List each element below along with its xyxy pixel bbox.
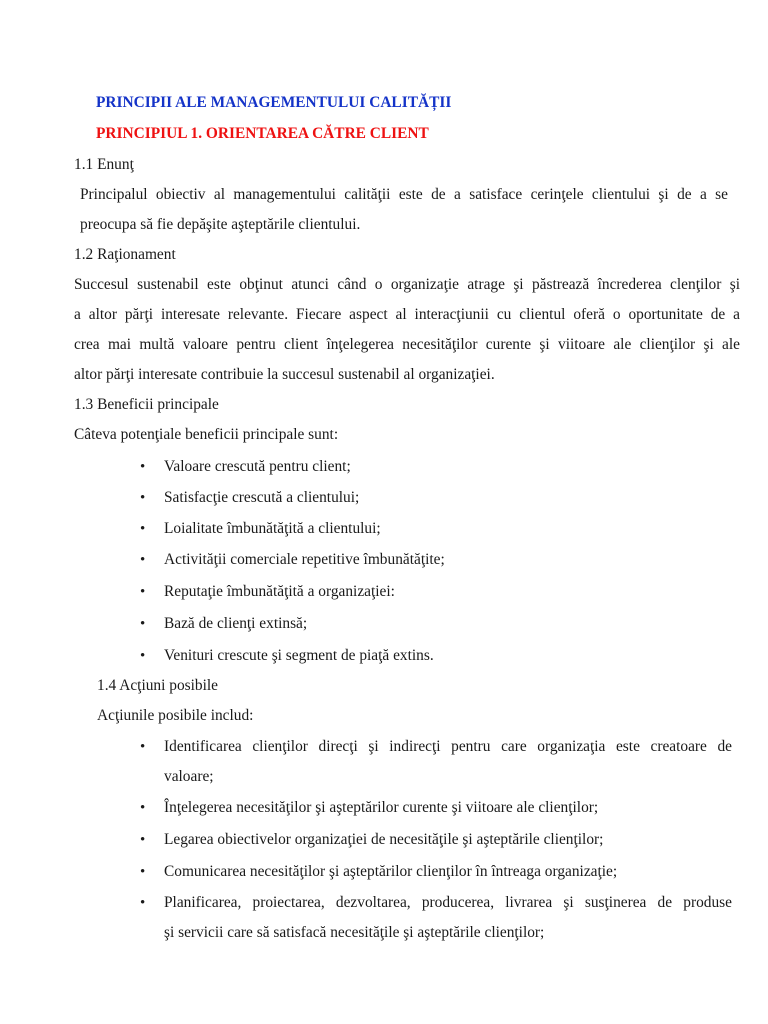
section-1-4-heading: 1.4 Acţiuni posibile <box>97 677 218 694</box>
section-1-2-line-3: crea mai multă valoare pentru client înţelegerea necesităţilor curente şi viitoare ale clienţilor şi ale <box>74 336 740 353</box>
action-item: Înţelegerea necesităţilor şi aşteptărilor curente şi viitoare ale clienţilor; <box>164 799 599 816</box>
action-item: Legarea obiectivelor organizaţiei de necesităţile şi aşteptările clienţilor; <box>164 831 604 848</box>
bullet-icon: • <box>140 648 146 664</box>
section-1-2-line-4: altor părţi interesate contribuie la succesul sustenabil al organizaţiei. <box>74 366 495 383</box>
bullet-icon: • <box>140 864 146 880</box>
section-1-4-intro: Acţiunile posibile includ: <box>97 707 254 724</box>
benefit-item: Activităţii comerciale repetitive îmbunătăţite; <box>164 551 445 568</box>
action-item: Planificarea, proiectarea, dezvoltarea, producerea, livrarea şi susţinerea de produse <box>164 894 732 911</box>
bullet-icon: • <box>140 521 146 537</box>
benefit-item: Valoare crescută pentru client; <box>164 458 351 475</box>
bullet-icon: • <box>140 584 146 600</box>
bullet-icon: • <box>140 739 146 755</box>
bullet-icon: • <box>140 832 146 848</box>
action-item-continuation: valoare; <box>164 768 214 785</box>
action-item-continuation: şi servicii care să satisfacă necesităţile şi aşteptările clienţilor; <box>164 924 545 941</box>
bullet-icon: • <box>140 552 146 568</box>
section-1-3-heading: 1.3 Beneficii principale <box>74 396 219 413</box>
principle-subtitle: PRINCIPIUL 1. ORIENTAREA CĂTRE CLIENT <box>96 125 429 142</box>
document-title: PRINCIPII ALE MANAGEMENTULUI CALITĂȚII <box>96 94 452 111</box>
section-1-2-line-2: a altor părţi interesate relevante. Fiecare aspect al interacţiunii cu clientul oferă o oportunitate de a <box>74 306 740 323</box>
section-1-1-heading: 1.1 Enunţ <box>74 156 134 173</box>
bullet-icon: • <box>140 800 146 816</box>
bullet-icon: • <box>140 895 146 911</box>
benefit-item: Bază de clienţi extinsă; <box>164 615 308 632</box>
bullet-icon: • <box>140 616 146 632</box>
action-item: Identificarea clienţilor direcţi şi indirecţi pentru care organizaţia este creatoare de <box>164 738 732 755</box>
section-1-1-line-1: Principalul obiectiv al managementului calităţii este de a satisface cerinţele clientului şi de a se <box>80 186 728 203</box>
benefit-item: Reputaţie îmbunătăţită a organizaţiei: <box>164 583 395 600</box>
section-1-2-heading: 1.2 Raţionament <box>74 246 176 263</box>
benefit-item: Loialitate îmbunătăţită a clientului; <box>164 520 381 537</box>
benefit-item: Satisfacţie crescută a clientului; <box>164 489 360 506</box>
section-1-1-line-2: preocupa să fie depăşite aşteptările clientului. <box>80 216 361 233</box>
benefit-item: Venituri crescute şi segment de piaţă extins. <box>164 647 434 664</box>
bullet-icon: • <box>140 459 146 475</box>
section-1-2-line-1: Succesul sustenabil este obţinut atunci când o organizaţie atrage şi păstrează încrederea clenţilor şi <box>74 276 740 293</box>
action-item: Comunicarea necesităţilor şi aşteptărilor clienţilor în întreaga organizaţie; <box>164 863 618 880</box>
bullet-icon: • <box>140 490 146 506</box>
section-1-3-intro: Câteva potenţiale beneficii principale sunt: <box>74 426 339 443</box>
